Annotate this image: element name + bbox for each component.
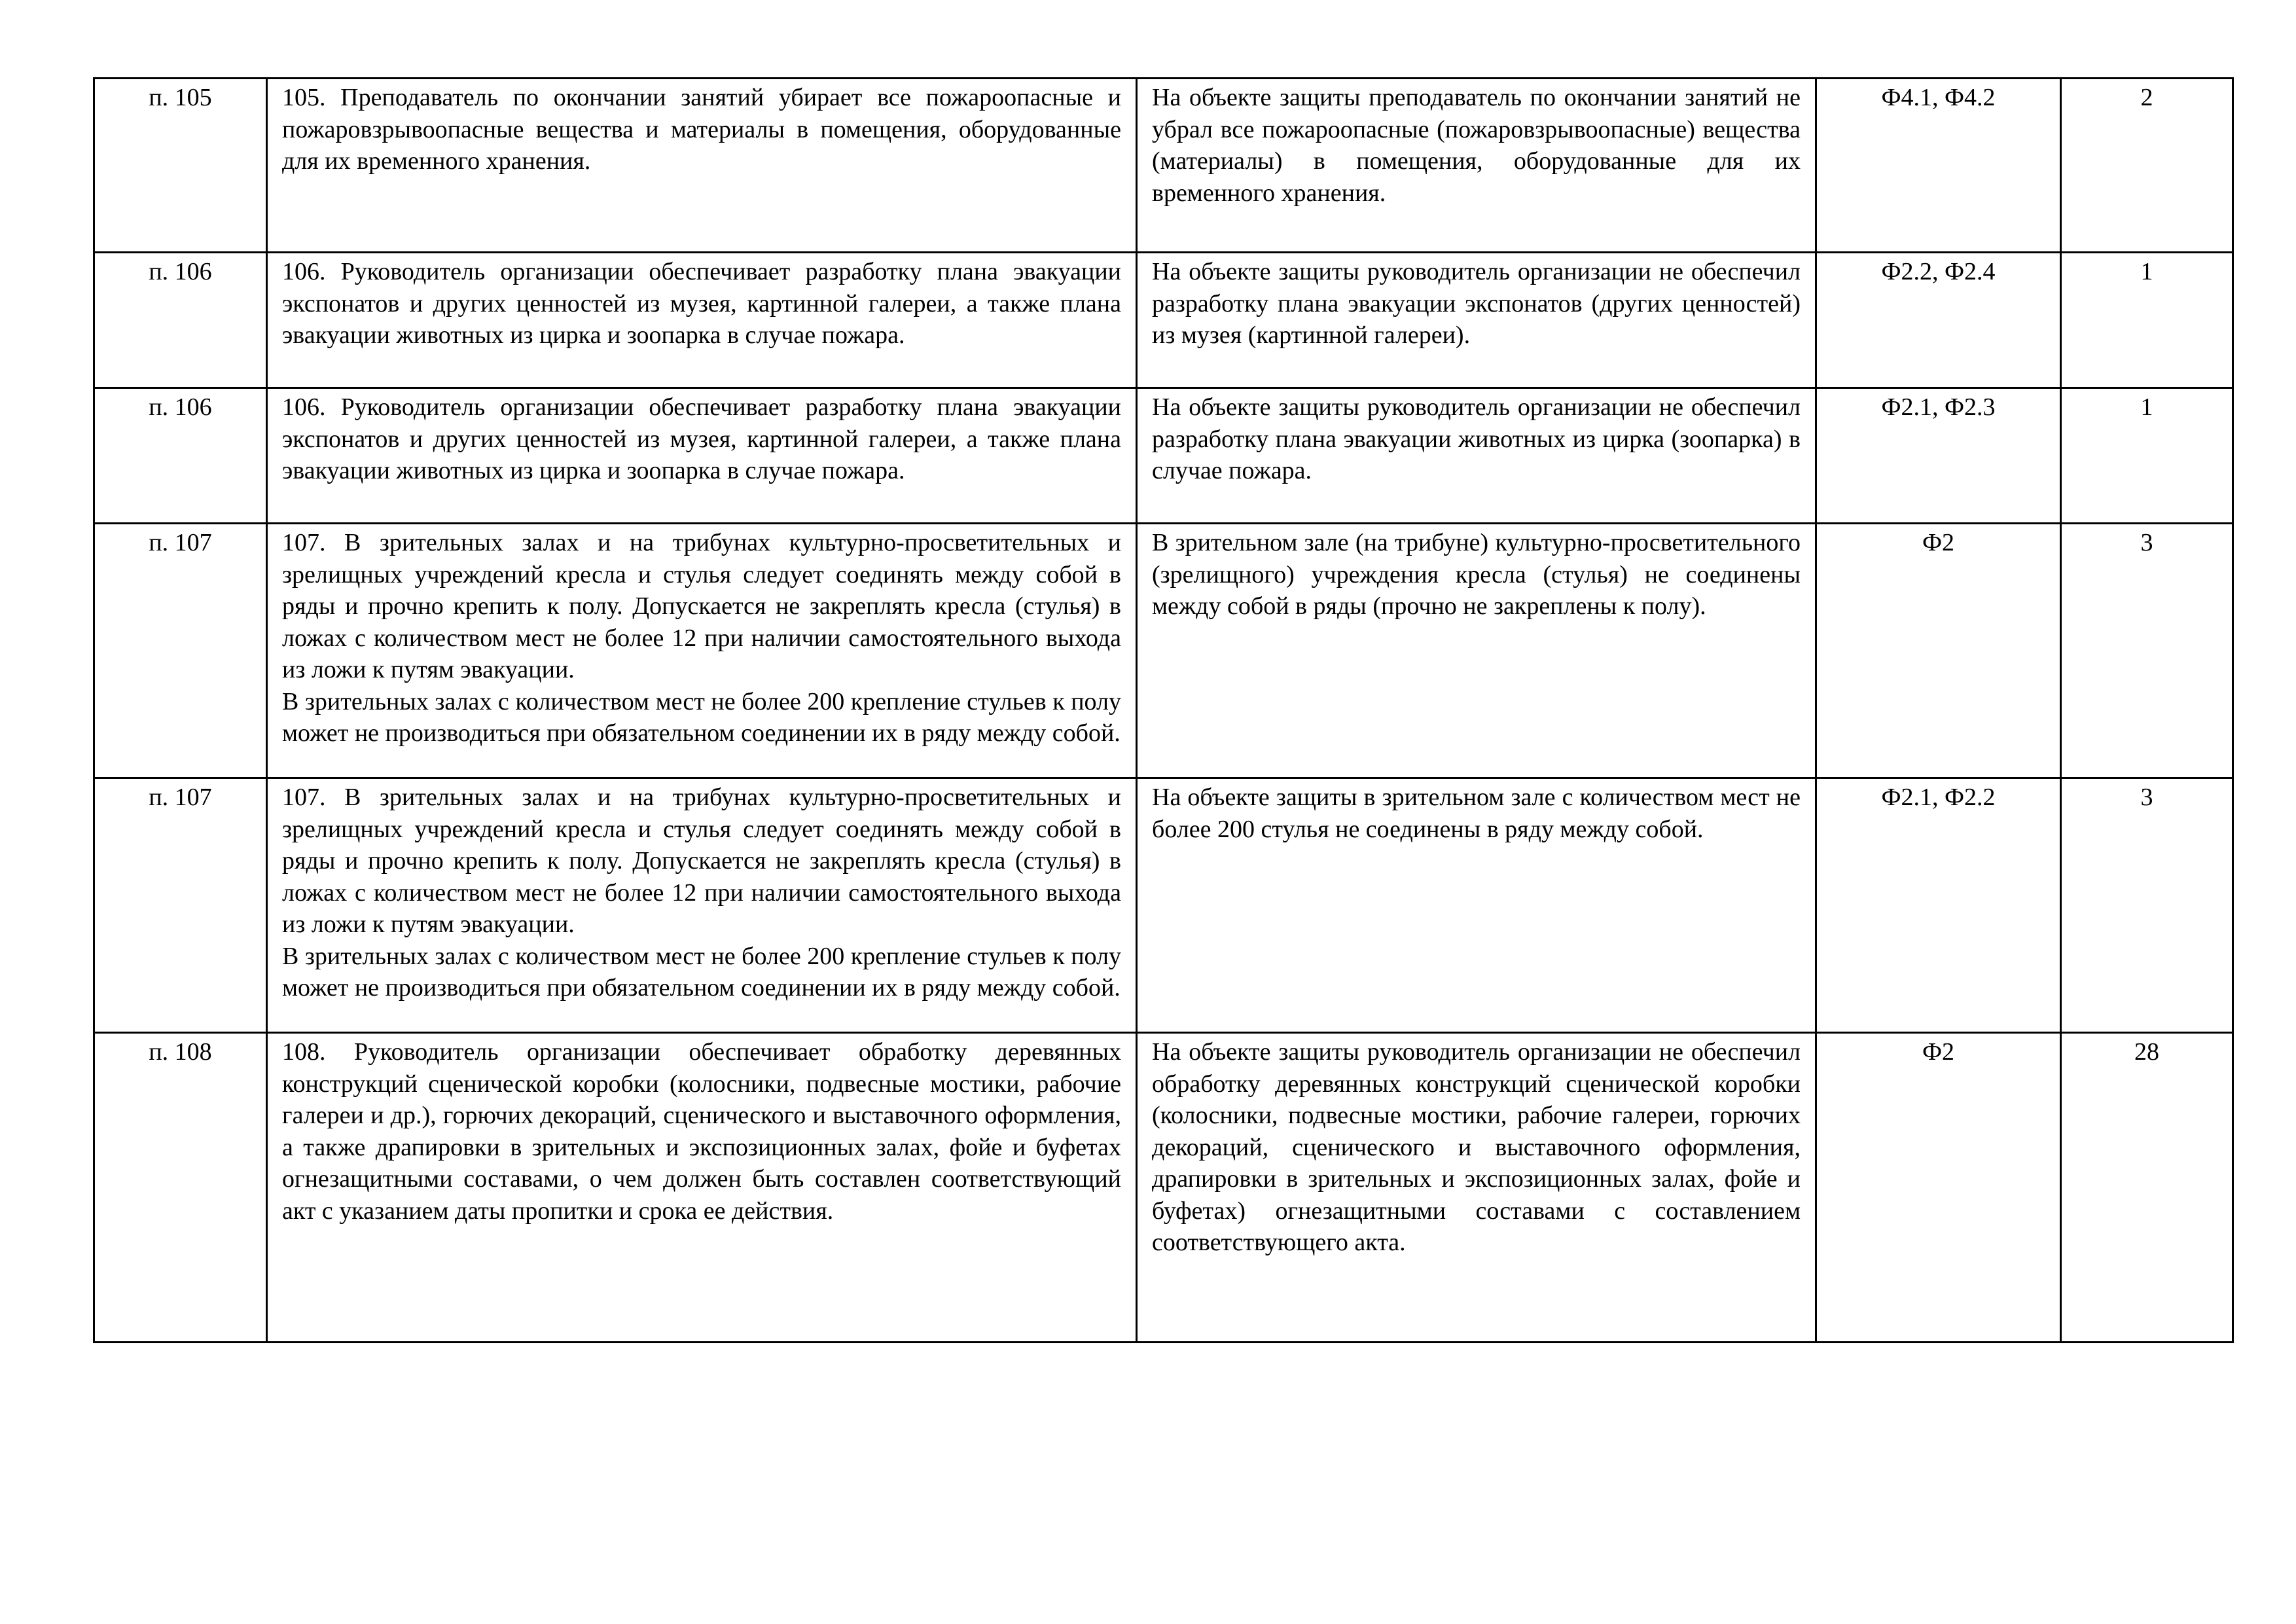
requirement-text: 108. Руководитель организации обеспечивает обработку деревянных конструкций сценической коробки (колосники, подвесные мостики, рабочие галереи и др.), горючих декораций, сценического и выставочного оформления, а также драпировки в зрительных и экспозиционных залах, фойе и буфетах огнезащитными составами, о чем должен быть составлен соответствующий акт с указанием даты пропитки и срока ее действия. xyxy=(282,1038,1121,1225)
table-row xyxy=(94,1033,2233,1343)
count-cell: 3 xyxy=(2061,778,2233,1033)
count-cell: 2 xyxy=(2061,79,2233,253)
requirement-cell xyxy=(267,1033,1137,1343)
violation-cell: На объекте защиты руководитель организации не обеспечил разработку плана эвакуации животных из цирка (зоопарка) в случае пожара. xyxy=(1137,388,1816,524)
requirement-text: 106. Руководитель организации обеспечивает разработку плана эвакуации экспонатов и других ценностей из музея, картинной галереи, а также плана эвакуации животных из цирка и зоопарка в случае пожара. xyxy=(282,258,1121,349)
count-cell: 28 xyxy=(2061,1033,2233,1343)
class-cell: Ф2 xyxy=(1816,1033,2061,1343)
clause-ref-cell: п. 106 xyxy=(94,253,267,388)
requirement-text: В зрительных залах с количеством мест не более 200 крепление стульев к полу может не производиться при обязательном соединении их в ряду между собой. xyxy=(282,942,1121,1001)
clause-ref-cell: п. 107 xyxy=(94,778,267,1033)
violation-cell: На объекте защиты руководитель организации не обеспечил обработку деревянных конструкций сценической коробки (колосники, подвесные мостики, рабочие галереи, горючих декораций, сценического и выставочного оформления, драпировки в зрительных и экспозиционных залах, фойе и буфетах) огнезащитными составами с составлением соответствующего акта. xyxy=(1137,1033,1816,1343)
requirement-cell xyxy=(267,778,1137,1033)
clause-ref-cell: п. 108 xyxy=(94,1033,267,1343)
class-cell: Ф2.1, Ф2.3 xyxy=(1816,388,2061,524)
count-cell: 3 xyxy=(2061,524,2233,778)
table-row xyxy=(94,388,2233,524)
table-row xyxy=(94,79,2233,253)
class-cell: Ф4.1, Ф4.2 xyxy=(1816,79,2061,253)
violations-table xyxy=(93,77,2234,1343)
requirement-text: 107. В зрительных залах и на трибунах культурно-просветительных и зрелищных учреждений кресла и стулья следует соединять между собой в ряды и прочно крепить к полу. Допускается не закреплять кресла (стулья) в ложах с количеством мест не более 12 при наличии самостоятельного выхода из ложи к путям эвакуации. xyxy=(282,529,1121,683)
requirement-cell xyxy=(267,524,1137,778)
class-cell: Ф2.1, Ф2.2 xyxy=(1816,778,2061,1033)
clause-ref-cell: п. 106 xyxy=(94,388,267,524)
class-cell: Ф2 xyxy=(1816,524,2061,778)
violation-cell: На объекте защиты руководитель организации не обеспечил разработку плана эвакуации экспонатов (других ценностей) из музея (картинной галереи). xyxy=(1137,253,1816,388)
document-page xyxy=(93,77,2232,1343)
table-row xyxy=(94,524,2233,778)
table-row xyxy=(94,778,2233,1033)
violation-cell: На объекте защиты преподаватель по окончании занятий не убрал все пожароопасные (пожаровзрывоопасные) вещества (материалы) в помещения, оборудованные для их временного хранения. xyxy=(1137,79,1816,253)
count-cell: 1 xyxy=(2061,253,2233,388)
requirement-text: 105. Преподаватель по окончании занятий убирает все пожароопасные и пожаровзрывоопасные вещества и материалы в помещения, оборудованные для их временного хранения. xyxy=(282,84,1121,175)
violation-cell: В зрительном зале (на трибуне) культурно-просветительного (зрелищного) учреждения кресла (стулья) не соединены между собой в ряды (прочно не закреплены к полу). xyxy=(1137,524,1816,778)
requirement-text: 107. В зрительных залах и на трибунах культурно-просветительных и зрелищных учреждений кресла и стулья следует соединять между собой в ряды и прочно крепить к полу. Допускается не закреплять кресла (стулья) в ложах с количеством мест не более 12 при наличии самостоятельного выхода из ложи к путям эвакуации. xyxy=(282,784,1121,938)
class-cell: Ф2.2, Ф2.4 xyxy=(1816,253,2061,388)
table-row xyxy=(94,253,2233,388)
clause-ref-cell: п. 107 xyxy=(94,524,267,778)
requirement-text: В зрительных залах с количеством мест не более 200 крепление стульев к полу может не производиться при обязательном соединении их в ряду между собой. xyxy=(282,687,1121,747)
requirement-cell xyxy=(267,79,1137,253)
violation-cell: На объекте защиты в зрительном зале с количеством мест не более 200 стулья не соединены в ряду между собой. xyxy=(1137,778,1816,1033)
requirement-cell xyxy=(267,253,1137,388)
requirement-cell xyxy=(267,388,1137,524)
count-cell: 1 xyxy=(2061,388,2233,524)
clause-ref-cell: п. 105 xyxy=(94,79,267,253)
requirement-text: 106. Руководитель организации обеспечивает разработку плана эвакуации экспонатов и других ценностей из музея, картинной галереи, а также плана эвакуации животных из цирка и зоопарка в случае пожара. xyxy=(282,393,1121,484)
